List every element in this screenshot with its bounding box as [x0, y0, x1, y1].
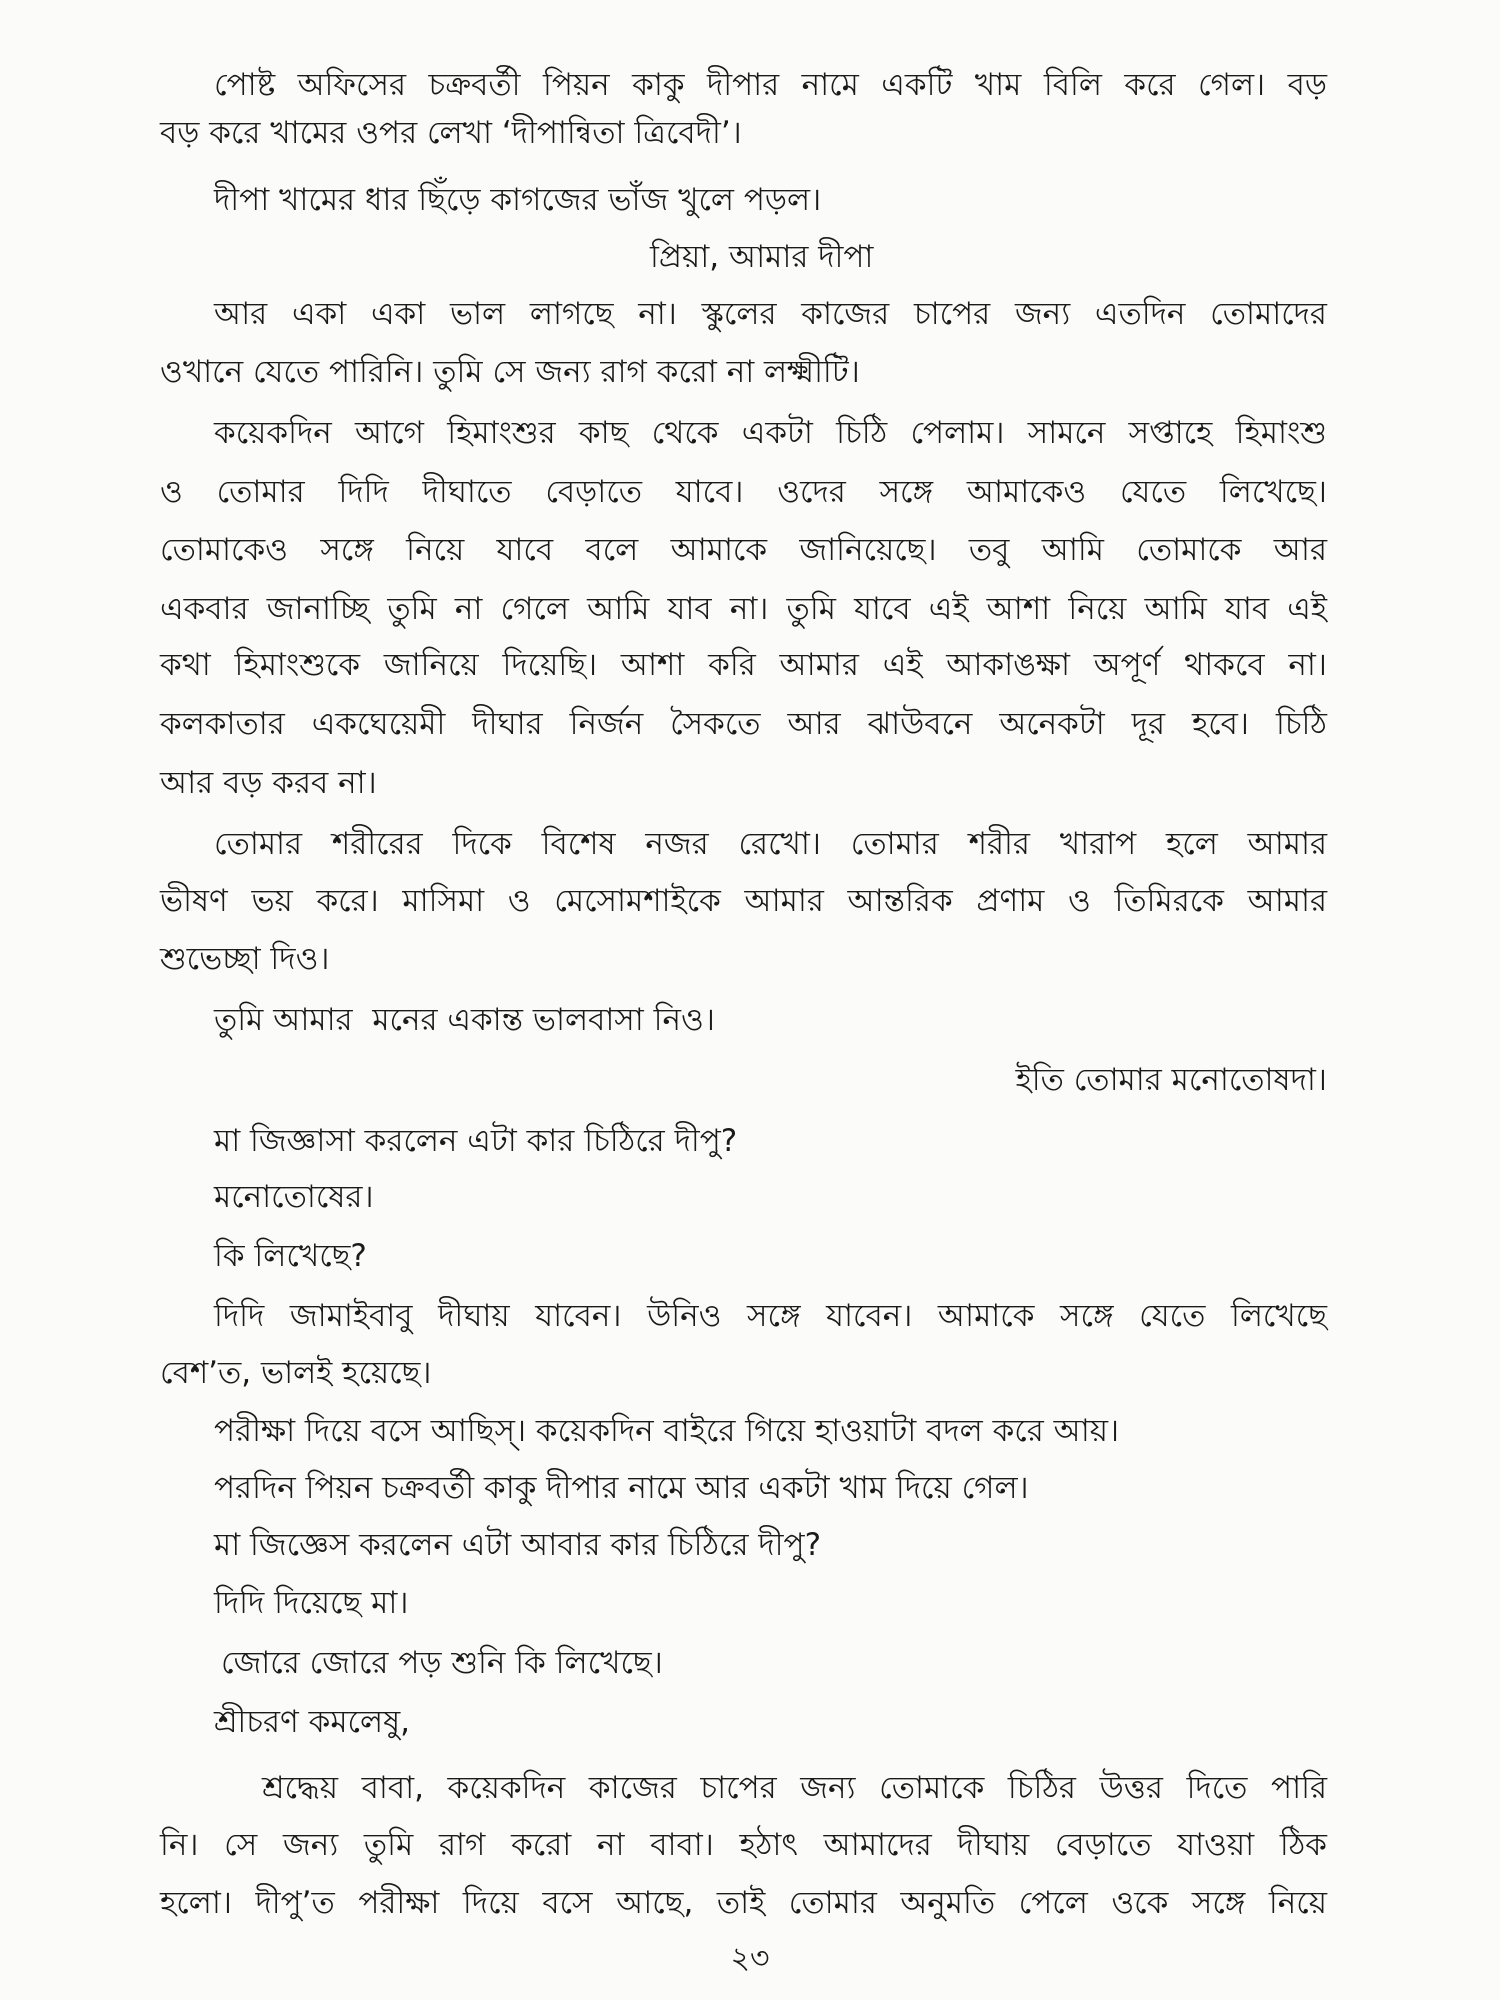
text-line: আর একা একা ভাল লাগছে না। স্কুলের কাজের চাপের জন্য এতদিন তোমাদের: [214, 296, 1327, 332]
text-line: মা জিজ্ঞাসা করলেন এটা কার চিঠিরে দীপু?: [214, 1123, 738, 1159]
text-line: তোমাকেও সঙ্গে নিয়ে যাবে বলে আমাকে জানিয়েছে। তবু আমি তোমাকে আর: [160, 532, 1327, 568]
text-line: হলো। দীপু’ত পরীক্ষা দিয়ে বসে আছে, তাই তোমার অনুমতি পেলে ওকে সঙ্গে নিয়ে: [160, 1885, 1327, 1921]
letter-salutation: শ্রীচরণ কমলেষু,: [214, 1704, 411, 1740]
text-line: তুমি আমার মনের একান্ত ভালবাসা নিও।: [214, 1002, 715, 1038]
text-line: মা জিজ্ঞেস করলেন এটা আবার কার চিঠিরে দীপু?: [214, 1527, 822, 1563]
text-line: কয়েকদিন আগে হিমাংশুর কাছ থেকে একটা চিঠি পেলাম। সামনে সপ্তাহে হিমাংশু: [214, 415, 1327, 451]
letter-signoff: ইতি তোমার মনোতোষদা।: [1015, 1062, 1327, 1098]
text-line: বেশ’ত, ভালই হয়েছে।: [160, 1355, 432, 1391]
letter-salutation: প্রিয়া, আমার দীপা: [650, 239, 874, 275]
text-line: একবার জানাচ্ছি তুমি না গেলে আমি যাব না। তুমি যাবে এই আশা নিয়ে আমি যাব এই: [160, 591, 1327, 627]
text-line: পরীক্ষা দিয়ে বসে আছিস্। কয়েকদিন বাইরে গিয়ে হাওয়াটা বদল করে আয়।: [214, 1413, 1120, 1449]
text-line: আর বড় করব না।: [160, 765, 377, 801]
text-line: দিদি দিয়েছে মা।: [214, 1585, 409, 1621]
text-line: কি লিখেছে?: [214, 1238, 367, 1274]
text-line: দিদি জামাইবাবু দীঘায় যাবেন। উনিও সঙ্গে যাবেন। আমাকে সঙ্গে যেতে লিখেছে: [214, 1298, 1327, 1334]
text-line: শুভেচ্ছা দিও।: [160, 941, 330, 977]
text-line: তোমার শরীরের দিকে বিশেষ নজর রেখো। তোমার শরীর খারাপ হলে আমার: [214, 826, 1327, 862]
text-line: ওখানে যেতে পারিনি। তুমি সে জন্য রাগ করো না লক্ষ্মীটি।: [160, 354, 860, 390]
text-line: কলকাতার একঘেয়েমী দীঘার নির্জন সৈকতে আর ঝাউবনে অনেকটা দূর হবে। চিঠি: [160, 706, 1327, 742]
text-line: কথা হিমাংশুকে জানিয়ে দিয়েছি। আশা করি আমার এই আকাঙক্ষা অপূর্ণ থাকবে না।: [160, 647, 1327, 683]
text-line: দীপা খামের ধার ছিঁড়ে কাগজের ভাঁজ খুলে পড়ল।: [214, 182, 822, 218]
text-line: মনোতোষের।: [214, 1179, 374, 1215]
text-line: পরদিন পিয়ন চক্রবর্তী কাকু দীপার নামে আর একটা খাম দিয়ে গেল।: [214, 1470, 1029, 1506]
text-line: ভীষণ ভয় করে। মাসিমা ও মেসোমশাইকে আমার আন্তরিক প্রণাম ও তিমিরকে আমার: [160, 883, 1327, 919]
text-line: ও তোমার দিদি দীঘাতে বেড়াতে যাবে। ওদের সঙ্গে আমাকেও যেতে লিখেছে।: [160, 474, 1327, 510]
text-line: নি। সে জন্য তুমি রাগ করো না বাবা। হঠাৎ আমাদের দীঘায় বেড়াতে যাওয়া ঠিক: [160, 1827, 1327, 1863]
text-line: জোরে জোরে পড় শুনি কি লিখেছে।: [221, 1645, 663, 1681]
text-line: বড় করে খামের ওপর লেখা ‘দীপান্বিতা ত্রিবেদী’।: [160, 115, 742, 151]
page-number: ২৩: [730, 1941, 770, 1976]
text-line: শ্রদ্ধেয় বাবা, কয়েকদিন কাজের চাপের জন্য তোমাকে চিঠির উত্তর দিতে পারি: [262, 1770, 1327, 1806]
text-line: পোষ্ট অফিসের চক্রবর্তী পিয়ন কাকু দীপার নামে একটি খাম বিলি করে গেল। বড়: [214, 67, 1327, 103]
